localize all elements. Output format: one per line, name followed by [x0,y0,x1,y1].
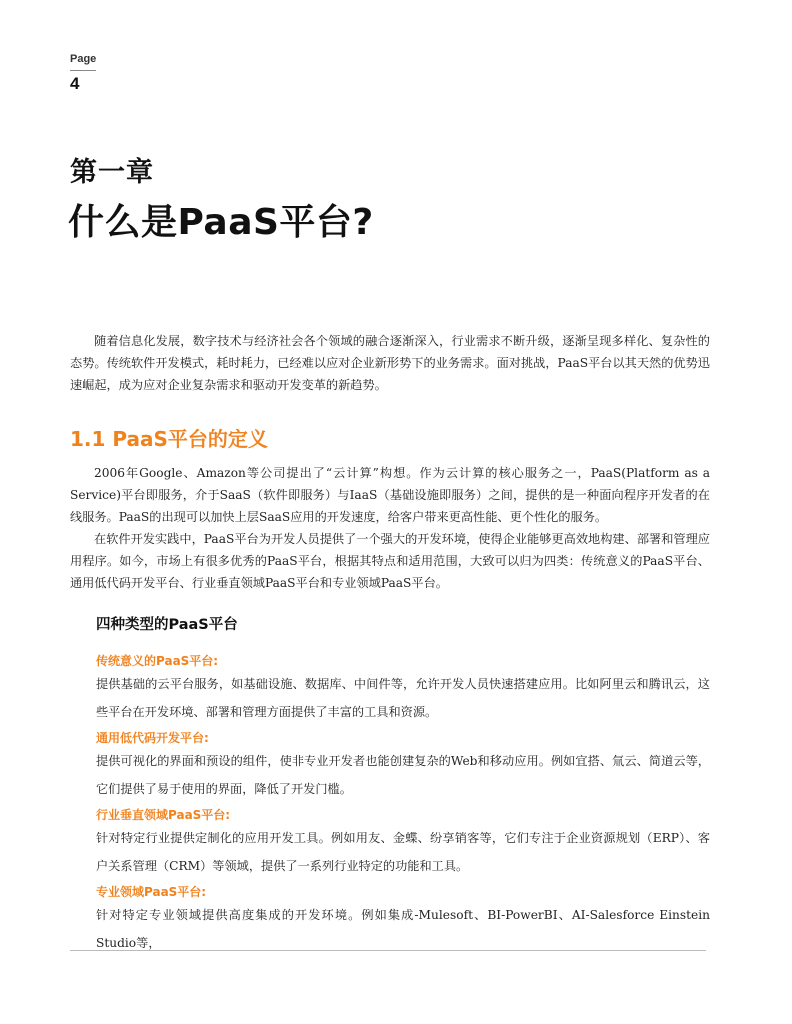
type-name: 行业垂直领域PaaS平台: [96,808,231,822]
type-name: 通用低代码开发平台: [96,731,209,745]
chapter-label: 第一章 [70,157,154,188]
type-item [96,806,710,880]
intro-text [70,330,710,396]
type-description: 提供可视化的界面和预设的组件，使非专业开发者也能创建复杂的Web和移动应用。例如宜搭、氚云、简道云等，它们提供了易于使用的界面，降低了开发门槛。 [96,754,710,796]
section-paragraph-1: 2006年Google、Amazon等公司提出了“云计算”构想。作为云计算的核心服务之一，PaaS(Platform as a Service)平台即服务，介于SaaS（软件即服务）与IaaS（基础设施即服务）之间，提供的是一种面向程序开发者的在线服务。PaaS的出现可以加快上层SaaS应用的开发速度，给客户带来更高性能、更个性化的服务。 [70,466,710,524]
type-item [96,729,710,803]
type-description: 针对特定行业提供定制化的应用开发工具。例如用友、金蝶、纷享销客等，它们专注于企业资源规划（ERP）、客户关系管理（CRM）等领域，提供了一系列行业特定的功能和工具。 [96,831,710,873]
chapter-title: 什么是PaaS平台? [68,202,374,243]
type-description: 针对特定专业领域提供高度集成的开发环境。例如集成-Mulesoft、BI-PowerBI、AI-Salesforce Einstein Studio等， [96,908,710,950]
types-heading: 四种类型的PaaS平台 [96,617,238,633]
footer-divider [70,950,706,951]
section-heading: 1.1 PaaS平台的定义 [70,427,268,451]
section-body [70,462,710,594]
page-label-rule [70,70,96,71]
intro-paragraph: 随着信息化发展，数字技术与经济社会各个领域的融合逐渐深入，行业需求不断升级，逐渐呈现多样化、复杂性的态势。传统软件开发模式，耗时耗力，已经难以应对企业新形势下的业务需求。面对挑战，PaaS平台以其天然的优势迅速崛起，成为应对企业复杂需求和驱动开发变革的新趋势。 [70,334,710,392]
section-paragraph-2: 在软件开发实践中，PaaS平台为开发人员提供了一个强大的开发环境，使得企业能够更高效地构建、部署和管理应用程序。如今，市场上有很多优秀的PaaS平台，根据其特点和适用范围，大致可以归为四类：传统意义的PaaS平台、通用低代码开发平台、行业垂直领域PaaS平台和专业领域PaaS平台。 [70,532,710,590]
page-label: Page [70,53,97,65]
type-item [96,652,710,726]
types-list [96,652,710,960]
type-description: 提供基础的云平台服务，如基础设施、数据库、中间件等，允许开发人员快速搭建应用。比如阿里云和腾讯云，这些平台在开发环境、部署和管理方面提供了丰富的工具和资源。 [96,677,710,719]
page-number: 4 [70,74,80,93]
type-name: 专业领域PaaS平台: [96,885,207,899]
type-name: 传统意义的PaaS平台: [96,654,219,668]
type-item [96,883,710,957]
